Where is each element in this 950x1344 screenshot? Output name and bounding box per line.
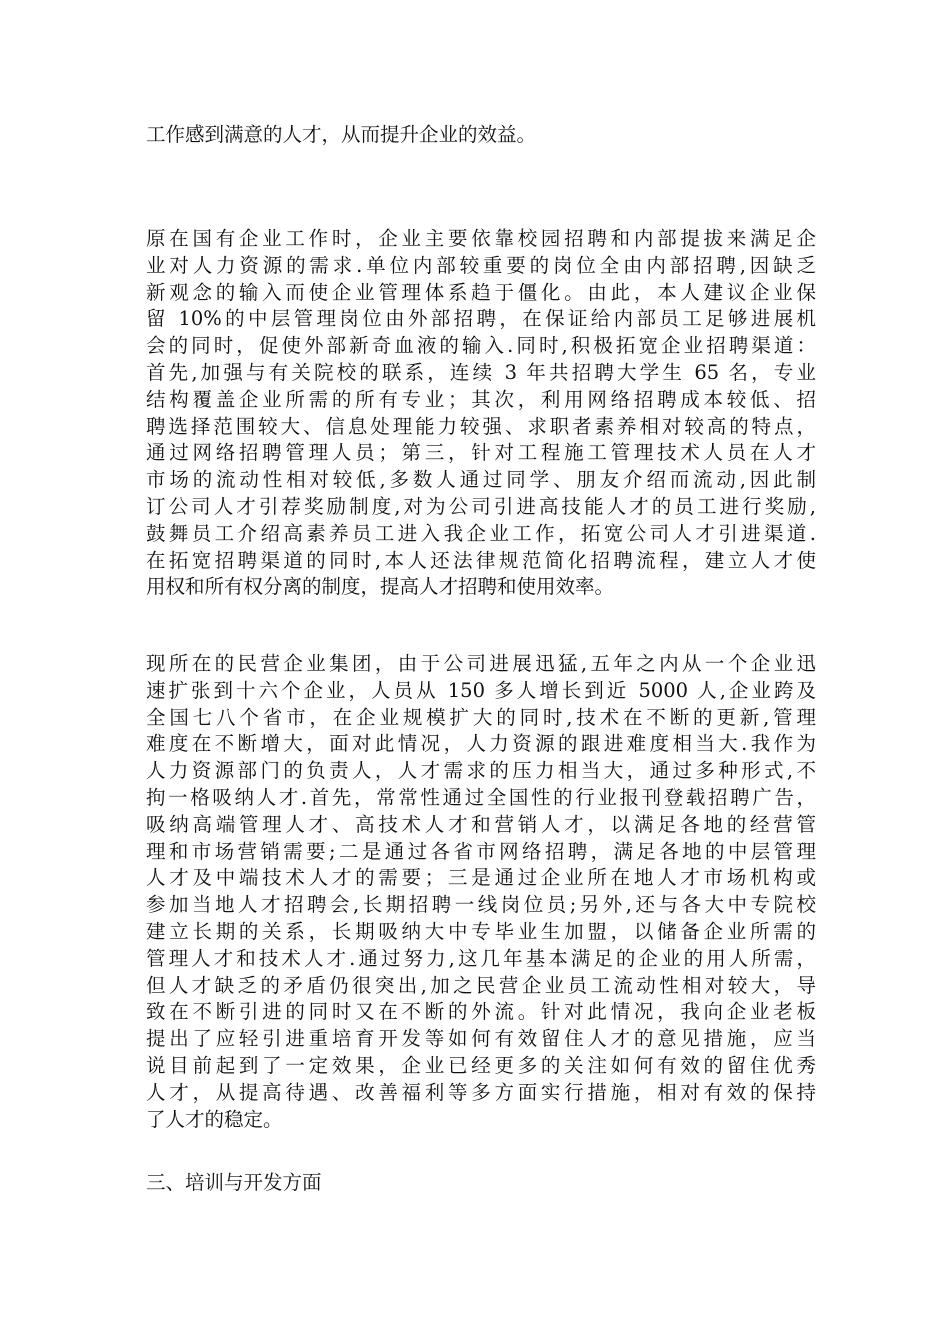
- text-line: 管理人才和技术人才.通过努力,这几年基本满足的企业的用人所需，: [146, 946, 816, 970]
- text-line: 致在不断引进的同时又在不断的外流。针对此情况，我向企业老板: [146, 1000, 816, 1024]
- text-line: 留 10%的中层管理岗位由外部招聘，在保证给内部员工足够进展机: [146, 307, 816, 331]
- text-line: 拘一格吸纳人才.首先，常常性通过全国性的行业报刊登载招聘广告，: [146, 785, 816, 809]
- text-line: 新观念的输入而使企业管理体系趋于僵化。由此，本人建议企业保: [146, 280, 816, 304]
- text-line: 首先,加强与有关院校的联系，连续 3 年共招聘大学生 65 名，专业: [146, 360, 816, 384]
- text-line: 速扩张到十六个企业，人员从 150 多人增长到近 5000 人,企业跨及: [146, 678, 816, 702]
- text-line: 理和市场营销需要;二是通过各省市网络招聘，满足各地的中层管理: [146, 839, 816, 863]
- text-line: 但人才缺乏的矛盾仍很突出,加之民营企业员工流动性相对较大，导: [146, 973, 816, 997]
- text-line: 全国七八个省市，在企业规模扩大的同时,技术在不断的更新,管理: [146, 705, 816, 729]
- text-line: 会的同时，促使外部新奇血液的输入.同时,积极拓宽企业招聘渠道：: [146, 334, 816, 358]
- text-line: 人力资源部门的负责人，人才需求的压力相当大，通过多种形式,不: [146, 759, 816, 783]
- text-line: 建立长期的关系，长期吸纳大中专毕业生加盟，以储备企业所需的: [146, 919, 816, 943]
- text-line: 通过网络招聘管理人员；第三，针对工程施工管理技术人员在人才: [146, 441, 816, 465]
- text-line: 结构覆盖企业所需的所有专业；其次，利用网络招聘成本较低、招: [146, 387, 816, 411]
- text-line: 了人才的稳定。: [146, 1107, 283, 1131]
- text-line: 鼓舞员工介绍高素养员工进入我企业工作，拓宽公司人才引进渠道.: [146, 521, 816, 545]
- section-heading: [146, 1170, 816, 1197]
- text-line: 现所在的民营企业集团，由于公司进展迅猛,五年之内从一个企业迅: [146, 652, 816, 675]
- text-line: 人才及中端技术人才的需要；三是通过企业所在地人才市场机构或: [146, 866, 816, 890]
- text-line: 用权和所有权分离的制度，提高人才招聘和使用效率。: [146, 575, 615, 599]
- text-line: 吸纳高端管理人才、高技术人才和营销人才，以满足各地的经营管: [146, 812, 816, 836]
- text-line: 难度在不断增大，面对此情况，人力资源的跟进难度相当大.我作为: [146, 732, 816, 756]
- section-heading-text: 三、培训与开发方面: [146, 1171, 322, 1194]
- text-line: 人才，从提高待遇、改善福利等多方面实行措施，相对有效的保持: [146, 1080, 816, 1104]
- text-line: 订公司人才引荐奖励制度,对为公司引进高技能人才的员工进行奖励,: [146, 494, 816, 518]
- text-line: 参加当地人才招聘会,长期招聘一线岗位员;另外,还与各大中专院校: [146, 893, 816, 917]
- text-line: 说目前起到了一定效果，企业已经更多的关注如何有效的留住优秀: [146, 1053, 816, 1077]
- text-line: 原在国有企业工作时，企业主要依靠校园招聘和内部提拔来满足企: [146, 227, 816, 250]
- text-line: 聘选择范围较大、信息处理能力较强、求职者素养相对较高的特点，: [146, 414, 816, 438]
- text-line: 工作感到满意的人才，从而提升企业的效益。: [146, 123, 537, 146]
- text-line: 在拓宽招聘渠道的同时,本人还法律规范简化招聘流程，建立人才使: [146, 548, 816, 572]
- paragraph-state-enterprise: [146, 226, 816, 601]
- paragraph-private-enterprise: [146, 651, 816, 1133]
- text-line: 提出了应轻引进重培育开发等如何有效留住人才的意见措施，应当: [146, 1027, 816, 1051]
- paragraph-intro-tail: [146, 122, 816, 149]
- text-line: 业对人力资源的需求.单位内部较重要的岗位全由内部招聘,因缺乏: [146, 253, 816, 277]
- text-line: 市场的流动性相对较低,多数人通过同学、朋友介绍而流动,因此制: [146, 468, 816, 492]
